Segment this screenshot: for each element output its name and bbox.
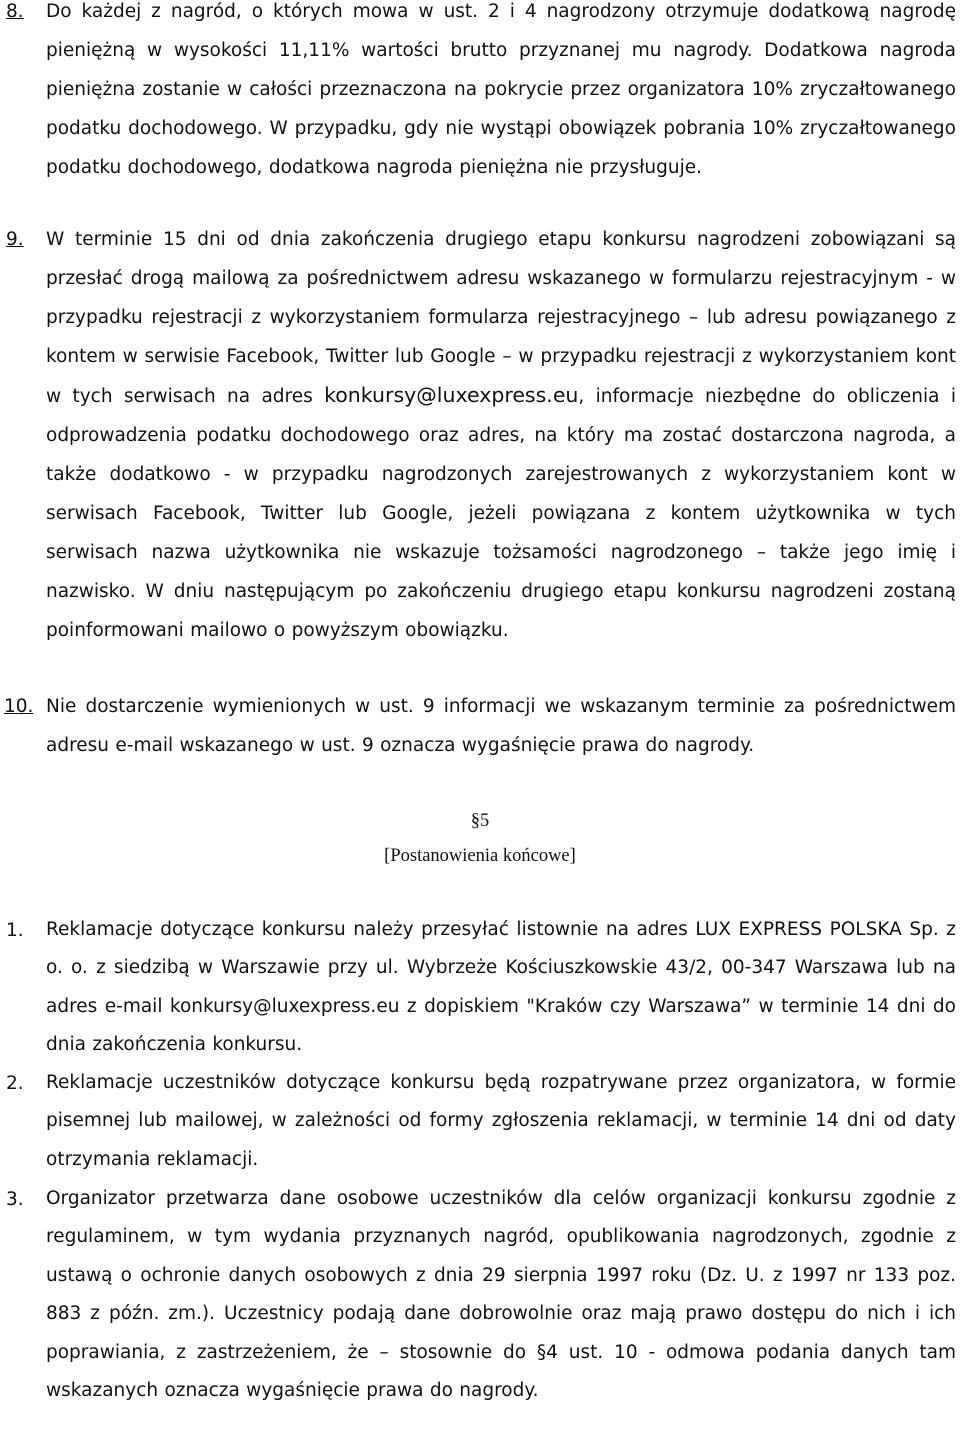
- item-text: Reklamacje dotyczące konkursu należy przesyłać listownie na adres LUX EXPRESS POLSKA Sp. z o. o. z siedzibą w Warszawie przy ul. Wybrzeże Kościuszkowskie 43/2, 00-347 Warszawa lub na adres e-mail konkursy@luxexpress.eu z dopiskiem "Kraków czy Warszawa” w terminie 14 dni do dnia zakończenia konkursu.: [46, 919, 956, 1056]
- item-number: 2.: [6, 1073, 24, 1094]
- list-item-1: [0, 911, 960, 1065]
- email-address: konkursy@luxexpress.eu: [324, 383, 579, 407]
- item-text: [46, 220, 956, 650]
- item-number: 3.: [6, 1189, 24, 1210]
- list-item-3: [0, 1180, 960, 1410]
- item-text: Nie dostarczenie wymienionych w ust. 9 informacji we wskazanym terminie za pośrednictwem adresu e-mail wskazanego w ust. 9 oznacza wygaśnięcie prawa do nagrody.: [46, 696, 956, 756]
- list-item-2: [0, 1064, 960, 1179]
- item-text-part: , informacje niezbędne do obliczenia i odprowadzenia podatku dochodowego oraz adres, na który ma zostać dostarczona nagroda, a także dodatkowo - w przypadku nagrodzonych zarejestrowanych z wykorzystaniem kont w serwisach Facebook, Twitter lub Google, jeżeli powiązana z kontem użytkownika w tych serwisach nazwa użytkownika nie wskazuje tożsamości nagrodzonego – także jego imię i nazwisko. W dniu następującym po zakończeniu drugiego etapu konkursu nagrodzeni zostaną poinformowani mailowo o powyższym obowiązku.: [46, 386, 956, 641]
- item-text: Do każdej z nagród, o których mowa w ust. 2 i 4 nagrodzony otrzymuje dodatkową nagrodę pieniężną w wysokości 11,11% wartości brutto przyznanej mu nagrody. Dodatkowa nagroda pieniężna zostanie w całości przeznaczona na pokrycie przez organizatora 10% zryczałtowanego podatku dochodowego. W przypadku, gdy nie wystąpi obowiązek pobrania 10% zryczałtowanego podatku dochodowego, dodatkowa nagroda pieniężna nie przysługuje.: [46, 1, 956, 178]
- section-symbol: §5: [470, 811, 490, 831]
- section-title: [Postanowienia końcowe]: [384, 846, 576, 866]
- section-number: [0, 807, 960, 835]
- list-item-9: [0, 220, 960, 650]
- list-item-10: [0, 687, 960, 765]
- item-number: 10.: [4, 696, 34, 717]
- item-text: Reklamacje uczestników dotyczące konkursu będą rozpatrywane przez organizatora, w formie pisemnej lub mailowej, w zależności od formy zgłoszenia reklamacji, w terminie 14 dni od daty otrzymania reklamacji.: [46, 1072, 956, 1170]
- item-text: Organizator przetwarza dane osobowe uczestników dla celów organizacji konkursu zgodnie z regulaminem, w tym wydania przyznanych nagród, opublikowania nagrodzonych, zgodnie z ustawą o ochronie danych osobowych z dnia 29 sierpnia 1997 roku (Dz. U. z 1997 nr 133 poz. 883 z późn. zm.). Uczestnicy podają dane dobrowolnie oraz mają prawo dostępu do nich i ich poprawiania, z zastrzeżeniem, że – stosownie do §4 ust. 10 - odmowa podania danych tam wskazanych oznacza wygaśnięcie prawa do nagrody.: [46, 1188, 956, 1402]
- item-number: 8.: [6, 1, 24, 22]
- list-item-8: [0, 0, 960, 187]
- item-text-part: W terminie 15 dni od dnia zakończenia drugiego etapu konkursu nagrodzeni zobowiązani są przesłać drogą mailową za pośrednictwem adresu wskazanego w formularzu rejestracyjnym - w przypadku rejestracji z wykorzystaniem formularza rejestracyjnego – lub adresu powiązanego z kontem w serwisie Facebook, Twitter lub Google – w przypadku rejestracji z wykorzystaniem kont w tych serwisach na adres: [46, 229, 956, 407]
- item-number: 1.: [6, 920, 24, 941]
- item-number: 9.: [6, 229, 24, 250]
